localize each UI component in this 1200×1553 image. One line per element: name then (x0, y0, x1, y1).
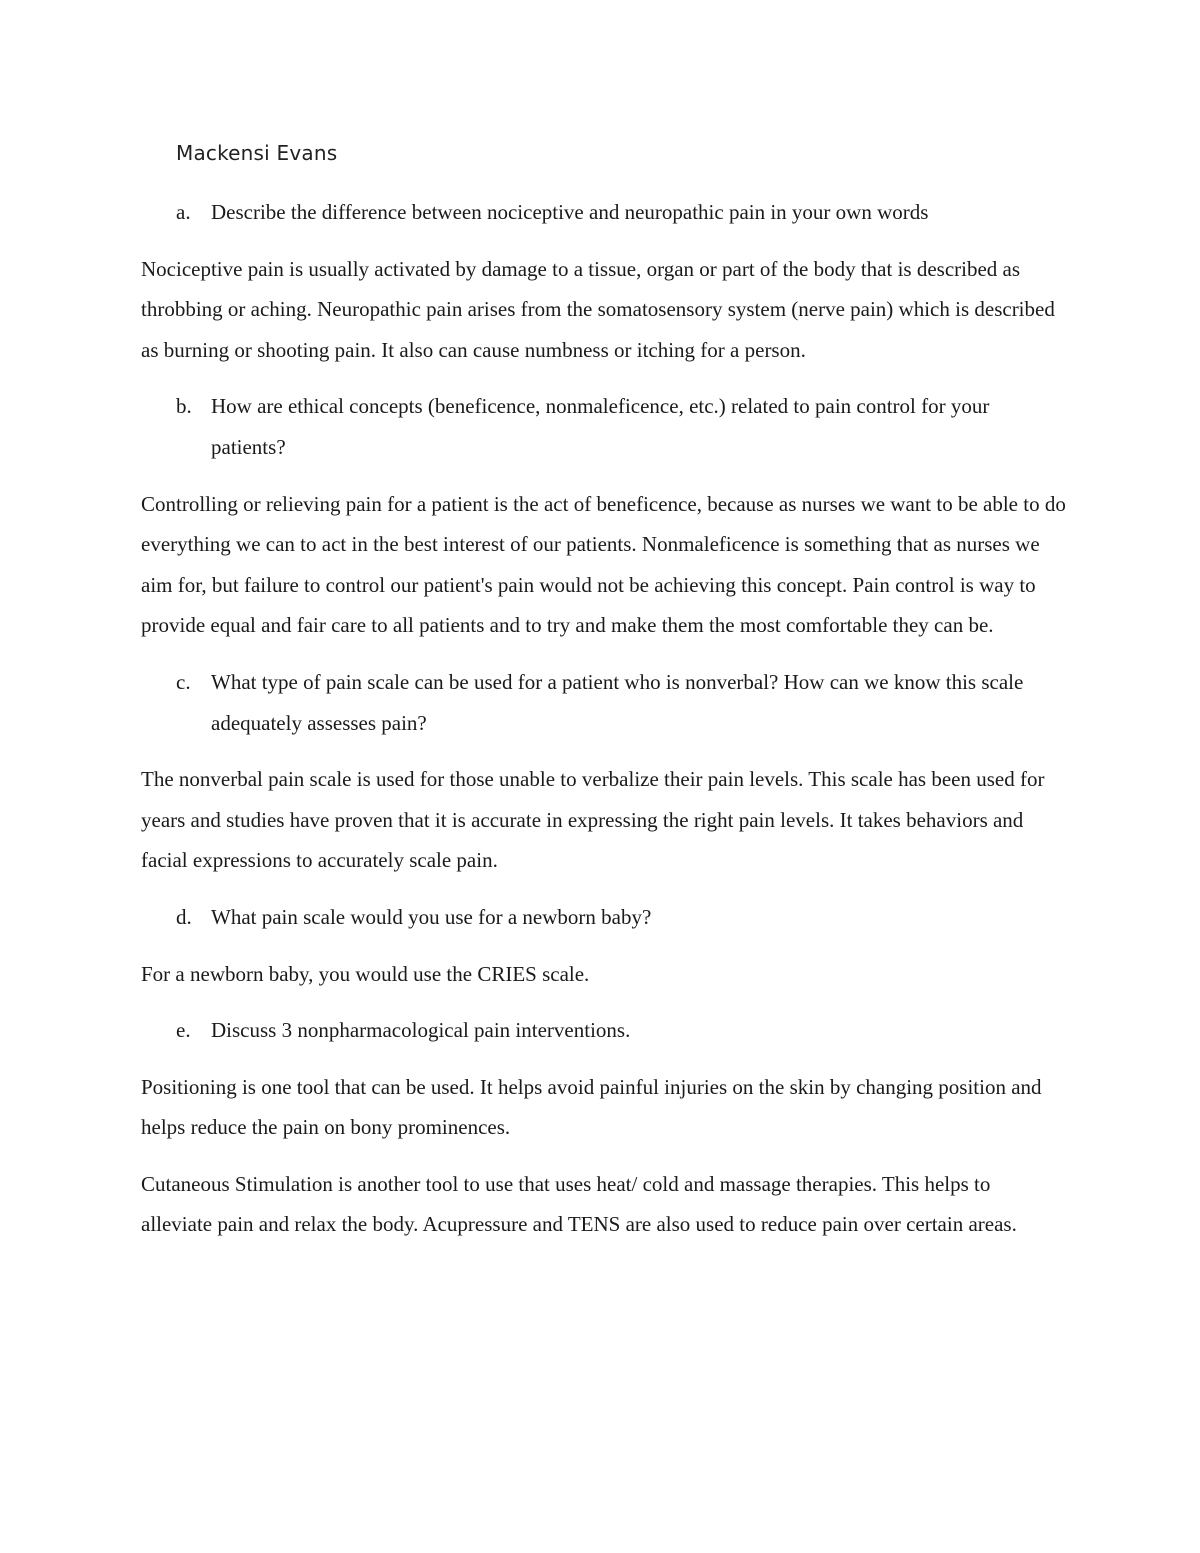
author-name: Mackensi Evans (176, 141, 338, 165)
answer-paragraph: Controlling or relieving pain for a patient is the act of beneficence, because as nurses we want to be able to do everything we can to act in the best interest of our patients. Nonmaleficence is something that as nurses we aim for, but failure to control our patient's pain would not be achieving this concept. Pain control is way to provide equal and fair care to all patients and to try and make them the most comfortable they can be. (141, 491, 1066, 638)
document-body (141, 192, 1066, 1261)
list-marker: b. (176, 394, 192, 419)
answer-paragraph: The nonverbal pain scale is used for those unable to verbalize their pain levels. This scale has been used for years and studies have proven that it is accurate in expressing the right pain levels. It takes behaviors and facial expressions to accurately scale pain. (141, 767, 1045, 873)
question-text: What pain scale would you use for a newborn baby? (211, 904, 652, 929)
answer-paragraph: Nociceptive pain is usually activated by damage to a tissue, organ or part of the body that is described as throbbing or aching. Neuropathic pain arises from the somatosensory system (nerve pain) which is described as burning or shooting pain. It also can cause numbness or itching for a person. (141, 256, 1055, 362)
question-a (141, 192, 1066, 233)
answer-paragraph: Cutaneous Stimulation is another tool to use that uses heat/ cold and massage therapies. This helps to alleviate pain and relax the body. Acupressure and TENS are also used to reduce pain over certain areas. (141, 1171, 1017, 1237)
list-marker: a. (176, 200, 191, 224)
question-text: How are ethical concepts (beneficence, nonmaleficence, etc.) related to pain control for your patients? (211, 394, 990, 459)
question-text: What type of pain scale can be used for a patient who is nonverbal? How can we know this scale adequately assesses pain? (211, 669, 1024, 735)
list-marker: d. (176, 904, 192, 929)
question-e (141, 1010, 1066, 1051)
question-c (141, 662, 1066, 743)
list-marker: e. (176, 1018, 191, 1043)
question-d (141, 897, 1066, 938)
answer-paragraph: For a newborn baby, you would use the CRIES scale. (141, 961, 590, 986)
list-marker: c. (176, 669, 191, 694)
question-text: Discuss 3 nonpharmacological pain interventions. (211, 1018, 631, 1043)
question-text: Describe the difference between nociceptive and neuropathic pain in your own words (211, 200, 929, 224)
question-b (141, 386, 1066, 467)
answer-paragraph: Positioning is one tool that can be used. It helps avoid painful injuries on the skin by changing position and helps reduce the pain on bony prominences. (141, 1074, 1042, 1140)
